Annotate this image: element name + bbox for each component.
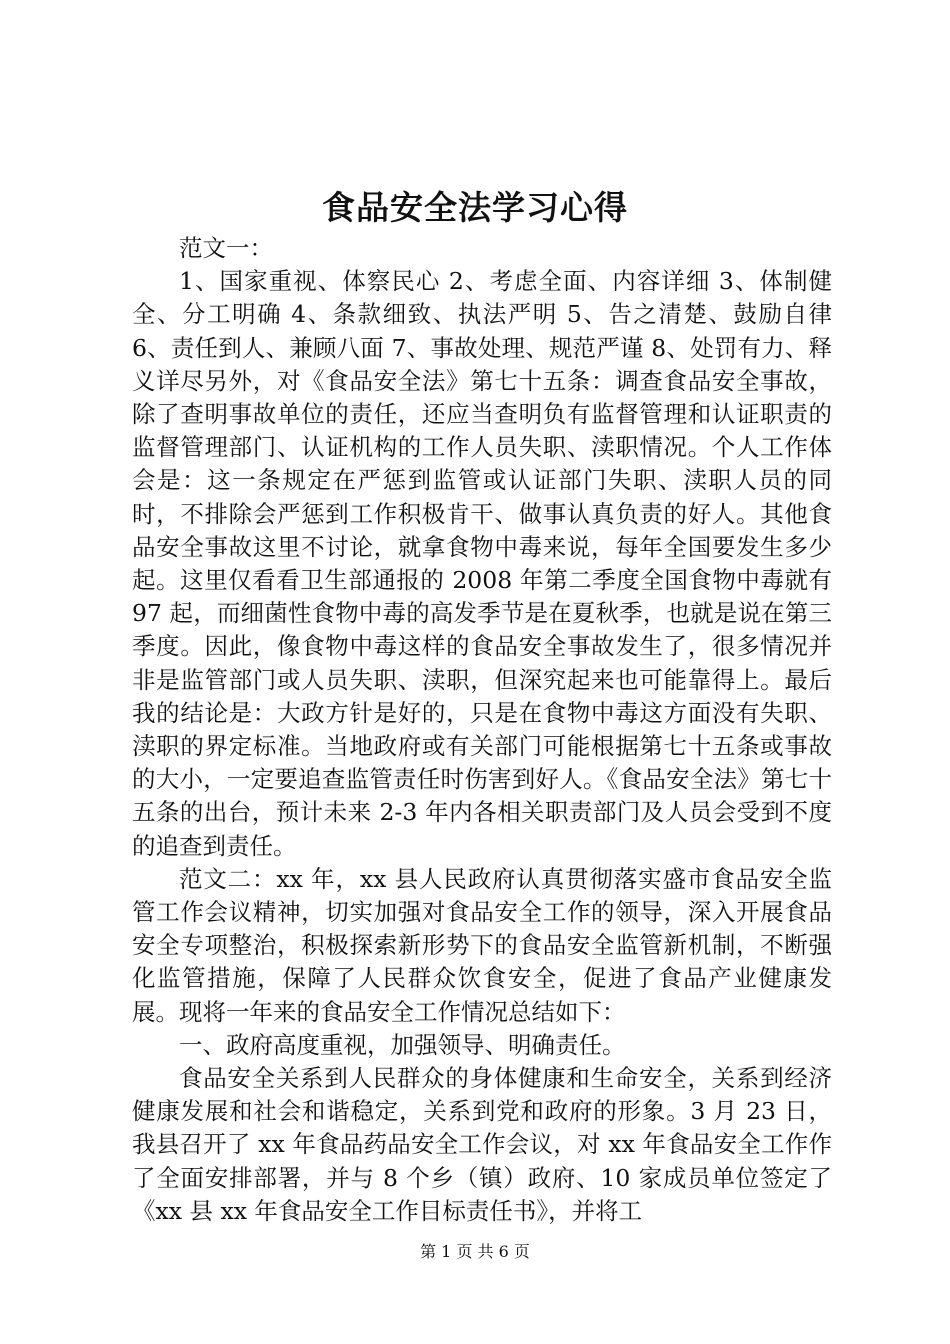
paragraph-sample-one-heading: 范文一：	[179, 234, 273, 262]
paragraph-section-heading: 一、政府高度重视，加强领导、明确责任。	[179, 1030, 626, 1059]
page-number-footer: 第 1 页 共 6 页	[420, 1242, 530, 1261]
paragraph-sample-two-intro: 范文二：xx 年，xx 县人民政府认真贯彻落实盛市食品安全监管工作会议精神，切实加强对食品安全工作的领导，深入开展食品安全专项整治，积极探索新形势下的食品安全监管新机制，不断强化监管措施，保障了人民群众饮食安全，促进了食品产业健康发展。现将一年来的食品安全工作情况总结如下：	[132, 864, 832, 1026]
paragraph-sample-one-body: 1、国家重视、体察民心 2、考虑全面、内容详细 3、体制健全、分工明确 4、条款细致、执法严明 5、告之清楚、鼓励自律 6、责任到人、兼顾八面 7、事故处理、规范严谨 8、处罚有力、释义详尽另外，对《食品安全法》第七十五条：调查食品安全事故，除了查明事故单位的责任，还应当查明负有监督管理和认证职责的监督管理部门、认证机构的工作人员失职、渎职情况。个人工作体会是：这一条规定在严惩到监管或认证部门失职、渎职人员的同时，不排除会严惩到工作积极肯干、做事认真负责的好人。其他食品安全事故这里不讨论，就拿食物中毒来说，每年全国要发生多少起。这里仅看看卫生部通报的 2008 年第二季度全国食物中毒就有 97 起，而细菌性食物中毒的高发季节是在夏秋季，也就是说在第三季度。因此，像食物中毒这样的食品安全事故发生了，很多情况并非是监管部门或人员失职、渎职，但深究起来也可能靠得上。最后我的结论是：大政方针是好的，只是在食物中毒这方面没有失职、渎职的界定标准。当地政府或有关部门可能根据第七十五条或事故的大小，一定要追查监管责任时伤害到好人。《食品安全法》第七十五条的出台，预计未来 2-3 年内各相关职责部门及人员会受到不度的追查到责任。	[132, 267, 832, 860]
document-body	[132, 232, 832, 1228]
paragraph-section-body: 食品安全关系到人民群众的身体健康和生命安全，关系到经济健康发展和社会和谐稳定，关系到党和政府的形象。3 月 23 日，我县召开了 xx 年食品药品安全工作会议，对 xx 年食品安全工作作了全面安排部署，并与 8 个乡（镇）政府、10 家成员单位签定了《xx 县 xx 年食品安全工作目标责任书》，并将工	[132, 1064, 832, 1225]
document-title: 食品安全法学习心得	[322, 188, 628, 227]
